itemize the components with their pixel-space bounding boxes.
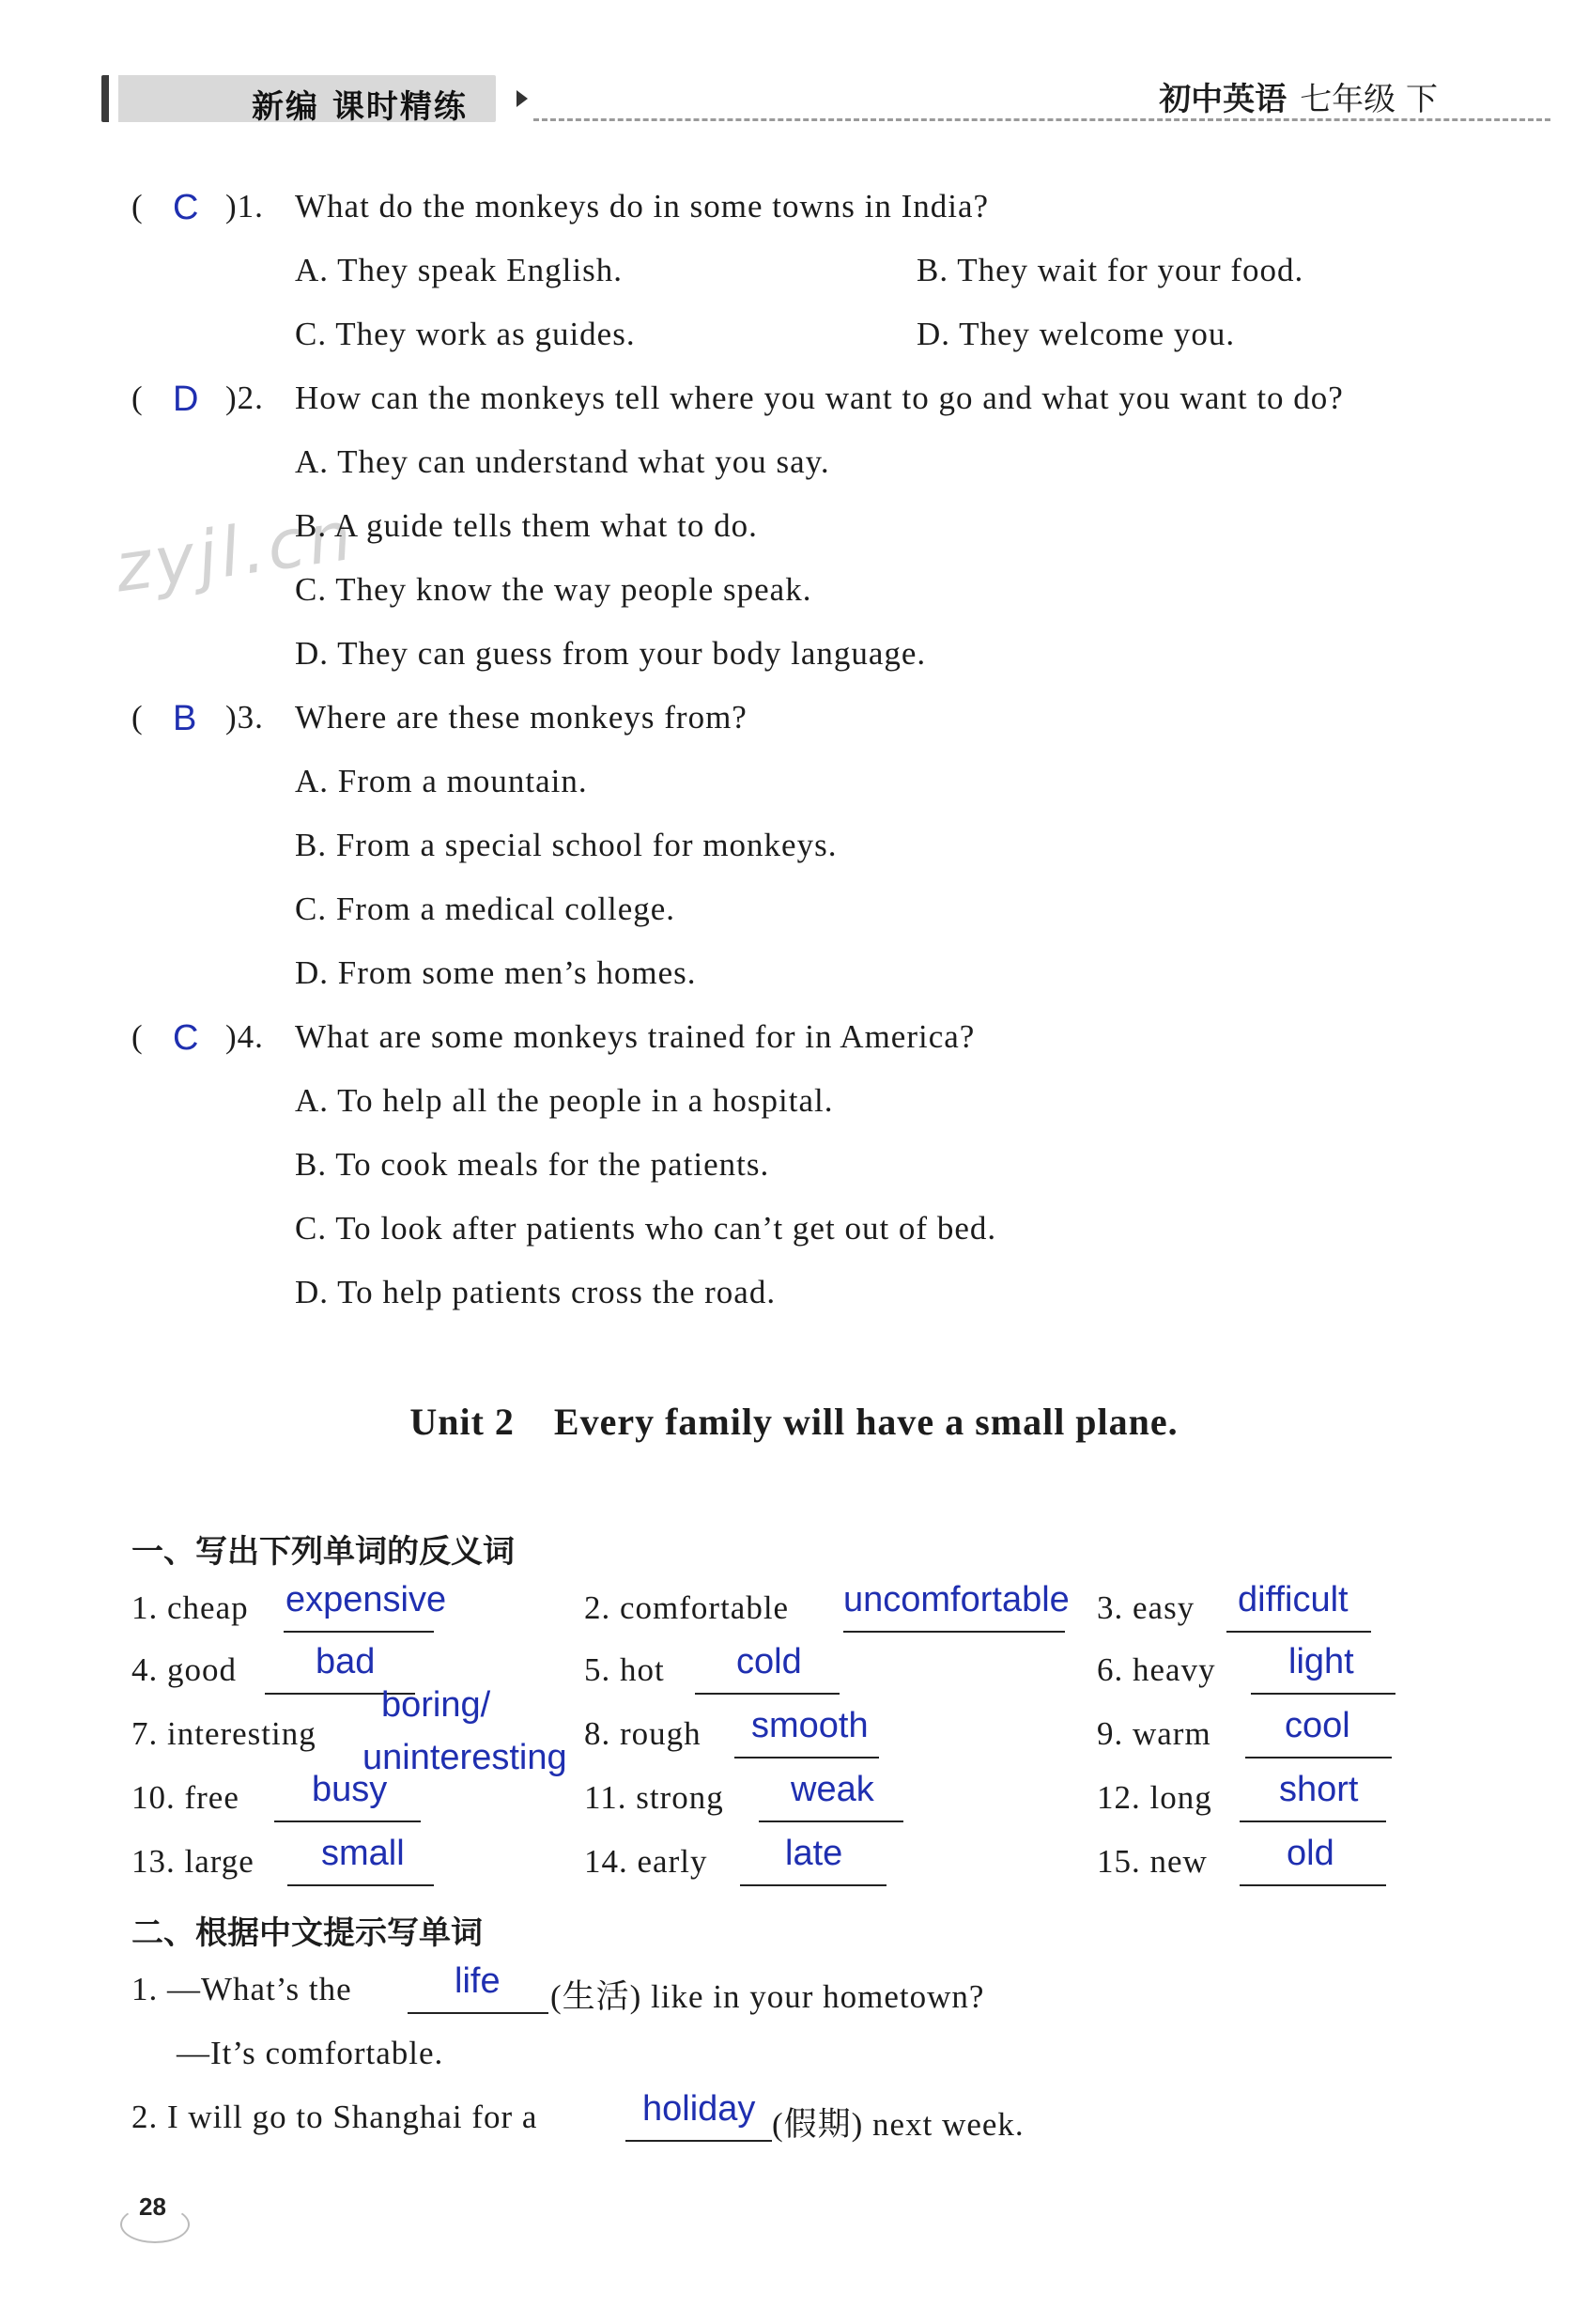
answer-blank <box>625 2140 772 2142</box>
antonym-word: 14. early <box>584 1843 708 1880</box>
antonym-word: 2. comfortable <box>584 1589 790 1626</box>
question-number: )2. <box>225 380 264 416</box>
choice-a: A. To help all the people in a hospital. <box>295 1082 834 1119</box>
antonym-answer: smooth <box>751 1706 869 1745</box>
antonym-answer: uncomfortable <box>843 1580 1070 1619</box>
unit-heading: Every family will have a small plane. <box>553 1401 1179 1443</box>
question-answer: C <box>173 188 199 227</box>
answer-blank <box>287 1884 434 1886</box>
header-banner <box>101 71 533 124</box>
choice-d: D. They can guess from your body language. <box>295 635 927 672</box>
answer-blank <box>1245 1757 1392 1758</box>
choice-a: A. From a mountain. <box>295 763 588 799</box>
choice-c: C. They know the way people speak. <box>295 571 812 608</box>
watermark: zyjl.cn <box>110 495 361 608</box>
antonym-word: 11. strong <box>584 1779 724 1816</box>
choice-c: C. They work as guides. <box>295 316 636 352</box>
antonym-word: 1. cheap <box>131 1589 249 1626</box>
antonym-word: 12. long <box>1097 1779 1212 1816</box>
answer-blank <box>740 1884 887 1886</box>
antonym-answer: boring/ <box>381 1685 491 1725</box>
antonym-answer: light <box>1288 1642 1354 1681</box>
answer-blank <box>695 1693 840 1695</box>
header-series-title: 新编 课时精练 <box>252 88 468 126</box>
antonym-answer: short <box>1279 1770 1359 1809</box>
answer-blank <box>734 1757 879 1758</box>
answer-blank <box>284 1631 434 1633</box>
choice-d: D. From some men’s homes. <box>295 954 697 991</box>
antonym-answer-alt: uninteresting <box>362 1738 567 1777</box>
answer-blank <box>1240 1884 1386 1886</box>
header-grade: 七年级 下 <box>1300 81 1438 118</box>
answer-blank <box>408 2012 548 2014</box>
fill-answer: life <box>455 1961 501 2001</box>
page-number: 28 <box>139 2192 166 2221</box>
open-paren: ( <box>131 699 143 736</box>
header-subject-grade <box>1159 73 1438 119</box>
answer-blank <box>843 1631 1065 1633</box>
choice-c: C. From a medical college. <box>295 891 676 927</box>
question-stem: What are some monkeys trained for in America? <box>295 1018 976 1055</box>
choice-d: D. They welcome you. <box>917 316 1236 352</box>
antonym-word: 7. interesting <box>131 1715 316 1752</box>
section-2-title: 二、根据中文提示写单词 <box>131 1914 483 1952</box>
antonym-word: 5. hot <box>584 1651 665 1688</box>
question-answer: B <box>173 699 197 738</box>
header-subject: 初中英语 <box>1159 81 1287 118</box>
fill-reply: —It’s comfortable. <box>177 2035 444 2071</box>
choice-b: B. To cook meals for the patients. <box>295 1146 770 1183</box>
antonym-answer: difficult <box>1238 1580 1349 1619</box>
fill-prefix: 2. I will go to Shanghai for a <box>131 2099 538 2135</box>
answer-blank <box>274 1820 421 1822</box>
question-answer: C <box>173 1018 199 1058</box>
question-stem: Where are these monkeys from? <box>295 699 748 736</box>
antonym-word: 6. heavy <box>1097 1651 1216 1688</box>
choice-a: A. They can understand what you say. <box>295 443 830 480</box>
choice-c: C. To look after patients who can’t get out of bed. <box>295 1210 997 1247</box>
section-1-title: 一、写出下列单词的反义词 <box>131 1533 515 1571</box>
question-answer: D <box>173 380 199 419</box>
fill-suffix: (生活) like in your hometown? <box>550 1978 985 2015</box>
antonym-answer: small <box>321 1834 405 1873</box>
antonym-word: 9. warm <box>1097 1715 1211 1752</box>
open-paren: ( <box>131 380 143 416</box>
antonym-answer: cold <box>736 1642 802 1681</box>
antonym-answer: weak <box>791 1770 874 1809</box>
antonym-answer: busy <box>312 1770 388 1809</box>
question-stem: How can the monkeys tell where you want to go and what you want to do? <box>295 380 1344 416</box>
fill-suffix: (假期) next week. <box>772 2106 1025 2143</box>
answer-blank <box>1251 1693 1395 1695</box>
antonym-answer: old <box>1287 1834 1334 1873</box>
antonym-word: 13. large <box>131 1843 254 1880</box>
triangle-icon <box>516 90 528 107</box>
unit-label: Unit 2 <box>409 1401 515 1443</box>
antonym-word: 4. good <box>131 1651 237 1688</box>
open-paren: ( <box>131 188 143 225</box>
answer-blank <box>1240 1820 1386 1822</box>
question-stem: What do the monkeys do in some towns in India? <box>295 188 990 225</box>
question-number: )3. <box>225 699 264 736</box>
antonym-word: 10. free <box>131 1779 239 1816</box>
antonym-answer: bad <box>316 1642 376 1681</box>
fill-prefix: 1. —What’s the <box>131 1971 352 2007</box>
question-number: )1. <box>225 188 264 225</box>
fill-answer: holiday <box>642 2089 756 2129</box>
open-paren: ( <box>131 1018 143 1055</box>
question-number: )4. <box>225 1018 264 1055</box>
antonym-word: 8. rough <box>584 1715 701 1752</box>
answer-blank <box>1226 1631 1371 1633</box>
antonym-answer: cool <box>1285 1706 1350 1745</box>
choice-b: B. A guide tells them what to do. <box>295 507 758 544</box>
antonym-word: 15. new <box>1097 1843 1208 1880</box>
answer-blank <box>759 1820 903 1822</box>
antonym-answer: expensive <box>285 1580 447 1619</box>
antonym-word: 3. easy <box>1097 1589 1195 1626</box>
choice-a: A. They speak English. <box>295 252 623 288</box>
choice-b: B. They wait for your food. <box>917 252 1304 288</box>
choice-b: B. From a special school for monkeys. <box>295 827 838 863</box>
unit-title <box>0 1400 1588 1444</box>
choice-d: D. To help patients cross the road. <box>295 1274 777 1310</box>
antonym-answer: late <box>785 1834 843 1873</box>
